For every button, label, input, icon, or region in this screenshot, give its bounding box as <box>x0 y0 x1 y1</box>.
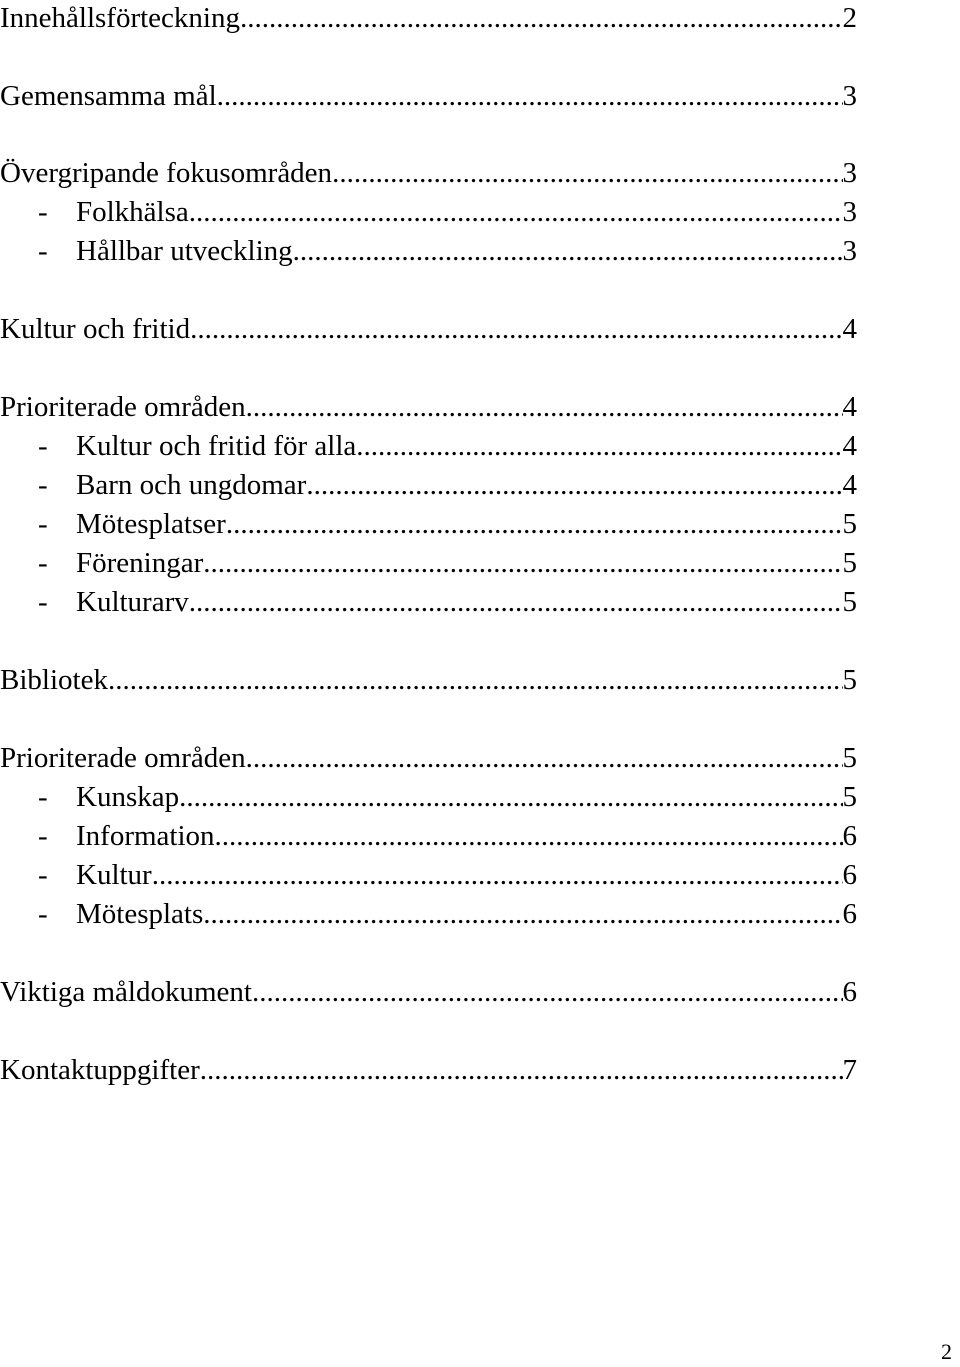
toc-entry-page: 5 <box>842 742 857 774</box>
toc-leader-dots <box>306 469 842 501</box>
toc-subentry <box>0 547 857 579</box>
toc-entry <box>0 1054 857 1086</box>
toc-leader-dots <box>190 313 842 345</box>
toc-leader-dots <box>179 781 842 813</box>
toc-sub-marker: - <box>38 820 48 852</box>
toc-entry-label: Övergripande fokusområden <box>0 157 333 189</box>
toc-entry-page: 6 <box>842 859 857 891</box>
toc-subentry <box>0 430 857 462</box>
toc-entry-label: Prioriterade områden <box>0 742 246 774</box>
toc-leader-dots <box>332 157 842 189</box>
toc-entry-page: 5 <box>842 664 857 696</box>
toc-entry-page: 4 <box>842 469 857 501</box>
toc-subentry <box>0 469 857 501</box>
toc-entry <box>0 313 857 345</box>
toc-leader-dots <box>246 742 843 774</box>
toc-subentry <box>0 820 857 852</box>
toc-entry <box>0 976 857 1008</box>
toc-leader-dots <box>217 80 843 112</box>
toc-entry-page: 7 <box>842 1054 857 1086</box>
toc-entry-page: 4 <box>842 430 857 462</box>
toc-entry-label: Hållbar utveckling <box>76 235 293 267</box>
toc-entry-label: Föreningar <box>76 547 204 579</box>
toc-entry-label: Gemensamma mål <box>0 80 217 112</box>
toc-sub-marker: - <box>38 898 48 930</box>
toc-entry-label: Mötesplats <box>76 898 204 930</box>
toc-entry <box>0 391 857 423</box>
toc-entry-label: Kunskap <box>76 781 180 813</box>
toc-entry-page: 6 <box>842 820 857 852</box>
toc-leader-dots <box>356 430 842 462</box>
toc-sub-marker: - <box>38 547 48 579</box>
toc-subentry <box>0 235 857 267</box>
toc-entry-label: Kontaktuppgifter <box>0 1054 200 1086</box>
toc-entry-page: 4 <box>842 391 857 423</box>
toc-sub-marker: - <box>38 235 48 267</box>
toc-entry-page: 5 <box>842 547 857 579</box>
toc-entry-page: 5 <box>842 508 857 540</box>
toc-entry <box>0 2 857 34</box>
toc-leader-dots <box>293 235 843 267</box>
toc-subentry <box>0 586 857 618</box>
toc-sub-marker: - <box>38 508 48 540</box>
toc-entry-page: 4 <box>842 313 857 345</box>
toc-leader-dots <box>203 898 842 930</box>
toc-sub-marker: - <box>38 196 48 228</box>
toc-entry <box>0 157 857 189</box>
toc-entry-label: Bibliotek <box>0 664 108 696</box>
toc-sub-marker: - <box>38 430 48 462</box>
toc-entry-label: Mötesplatser <box>76 508 226 540</box>
toc-leader-dots <box>203 547 842 579</box>
toc-entry-label: Kultur <box>76 859 152 891</box>
toc-leader-dots <box>189 586 843 618</box>
toc-sub-marker: - <box>38 781 48 813</box>
toc-subentry <box>0 508 857 540</box>
toc-entry-label: Innehållsförteckning <box>0 2 240 34</box>
toc-entry-page: 5 <box>842 586 857 618</box>
toc-sub-marker: - <box>38 586 48 618</box>
toc-entry-label: Folkhälsa <box>76 196 189 228</box>
toc-entry-page: 2 <box>842 2 857 34</box>
toc-entry <box>0 664 857 696</box>
toc-entry-label: Prioriterade områden <box>0 391 246 423</box>
toc-entry-page: 3 <box>842 235 857 267</box>
toc-subentry <box>0 859 857 891</box>
toc-entry-label: Viktiga måldokument <box>0 976 252 1008</box>
toc-entry-label: Barn och ungdomar <box>76 469 307 501</box>
toc-entry-page: 6 <box>842 898 857 930</box>
toc-leader-dots <box>215 820 843 852</box>
toc-entry-page: 3 <box>842 80 857 112</box>
toc-leader-dots <box>252 976 843 1008</box>
toc-entry-page: 3 <box>842 196 857 228</box>
toc-entry-label: Kultur och fritid <box>0 313 191 345</box>
toc-sub-marker: - <box>38 469 48 501</box>
toc-entry-label: Information <box>76 820 215 852</box>
toc-leader-dots <box>152 859 843 891</box>
toc-leader-dots <box>246 391 843 423</box>
toc-subentry <box>0 196 857 228</box>
toc-leader-dots <box>200 1054 843 1086</box>
toc-entry-page: 5 <box>842 781 857 813</box>
toc-entry-label: Kulturarv <box>76 586 189 618</box>
toc-entry <box>0 742 857 774</box>
toc-entry-page: 3 <box>842 157 857 189</box>
toc-subentry <box>0 781 857 813</box>
toc-leader-dots <box>189 196 843 228</box>
page-number: 2 <box>941 1339 952 1364</box>
toc-sub-marker: - <box>38 859 48 891</box>
toc-leader-dots <box>108 664 843 696</box>
toc-leader-dots <box>240 2 843 34</box>
toc-entry-page: 6 <box>842 976 857 1008</box>
toc-leader-dots <box>226 508 843 540</box>
toc-entry <box>0 80 857 112</box>
toc-entry-label: Kultur och fritid för alla <box>76 430 357 462</box>
toc-subentry <box>0 898 857 930</box>
